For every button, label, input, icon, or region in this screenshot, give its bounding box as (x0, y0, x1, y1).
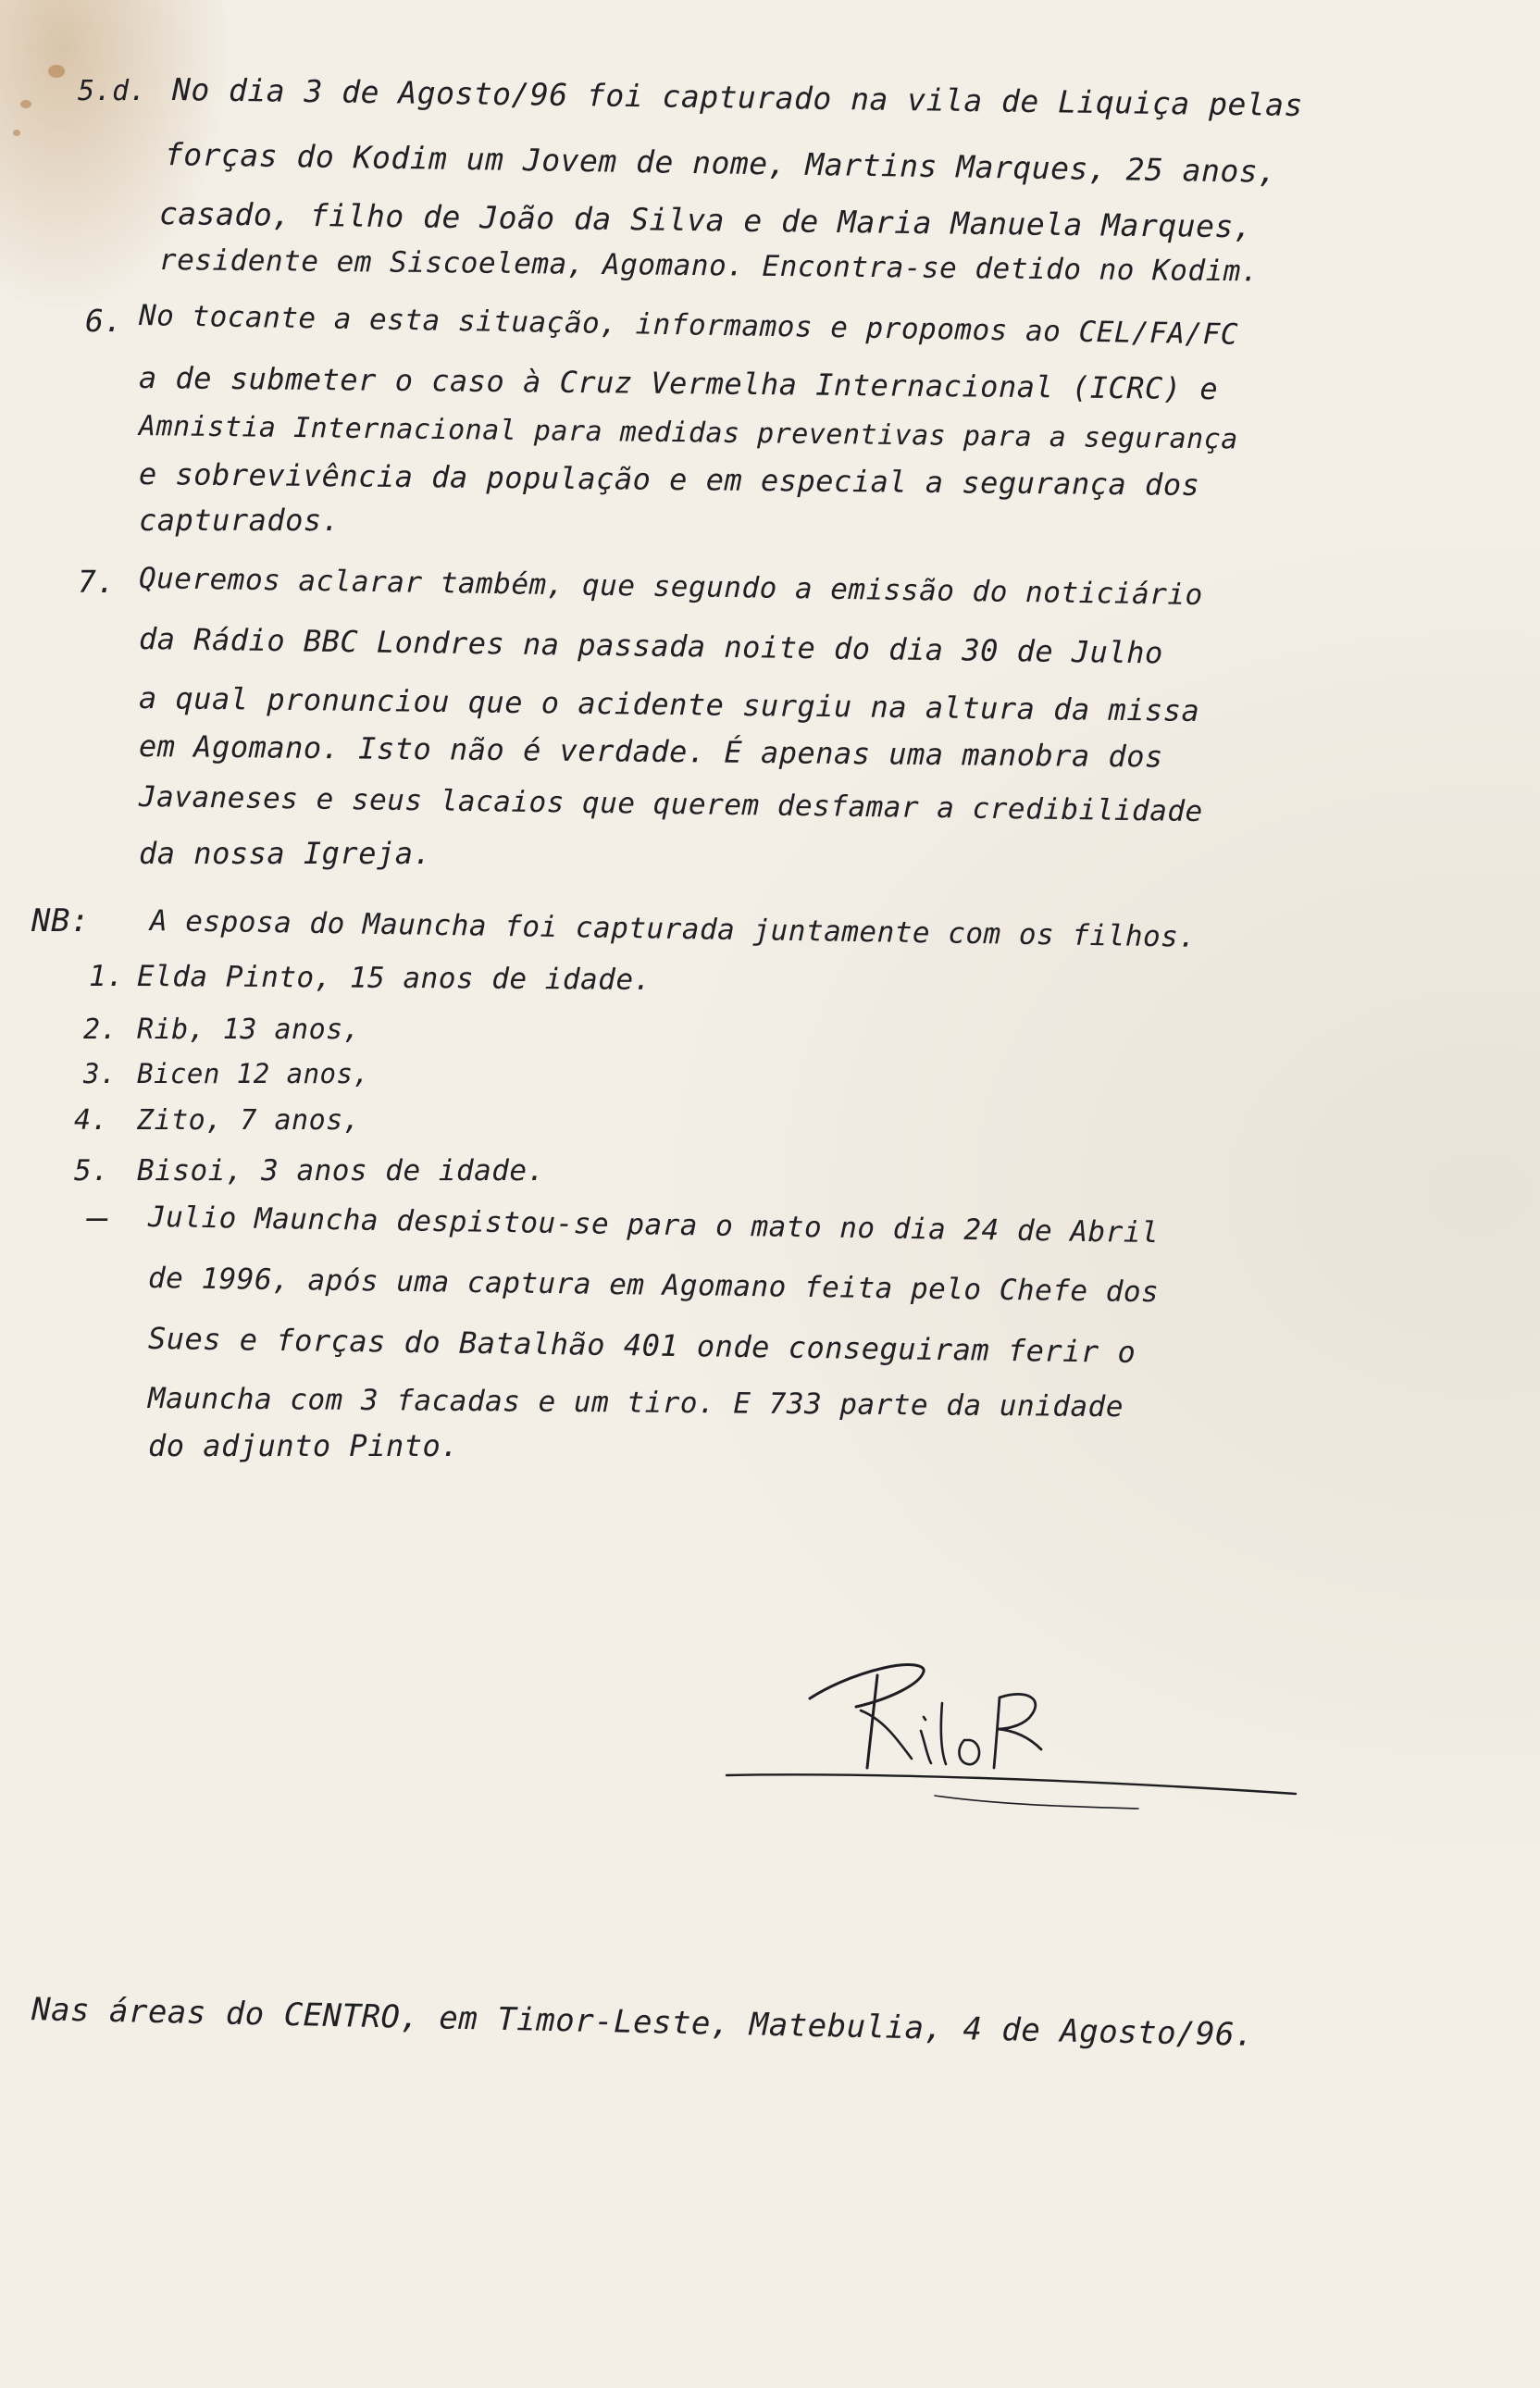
nb-final-line: Julio Mauncha despistou-se para o mato no dia 24 de Abril (147, 1200, 1160, 1250)
nb-final-line: de 1996, após uma captura em Agomano feita pelo Chefe dos (147, 1262, 1160, 1310)
paragraph-6-number: 6. (85, 303, 123, 339)
nb-child-text: Zito, 7 anos, (137, 1104, 361, 1137)
stain-mark (20, 100, 31, 108)
nb-child-text: Rib, 13 anos, (137, 1014, 361, 1046)
paragraph-7-line: da nossa Igreja. (139, 836, 432, 871)
paragraph-7-line: Queremos aclarar também, que segundo a emissão do noticiário (138, 562, 1203, 613)
paragraph-7-line: a qual pronunciou que o acidente surgiu na altura da missa (138, 680, 1200, 729)
signature-drawing (722, 1611, 1370, 1833)
paragraph-7-line: da Rádio BBC Londres na passada noite do dia 30 de Julho (138, 621, 1164, 671)
nb-label: NB: (31, 902, 90, 939)
nb-child-number: 3. (83, 1058, 117, 1089)
nb-final-line: do adjunto Pinto. (148, 1428, 460, 1463)
nb-child-number: 2. (83, 1014, 118, 1046)
nb-final-line: Mauncha com 3 facadas e um tiro. E 733 parte da unidade (147, 1382, 1124, 1424)
nb-child-text: Bicen 12 anos, (137, 1058, 370, 1089)
nb-dash: — (87, 1197, 109, 1238)
paragraph-6-line: a de submeter o caso à Cruz Vermelha Internacional (ICRC) e (138, 360, 1219, 407)
paragraph-6-line: No tocante a esta situação, informamos e propomos ao CEL/FA/FC (138, 299, 1239, 352)
nb-child-number: 1. (89, 960, 125, 993)
nb-final-line: Sues e forças do Batalhão 401 onde conseguiram ferir o (147, 1321, 1136, 1370)
paragraph-7-line: Javaneses e seus lacaios que querem desfamar a credibilidade (138, 780, 1203, 829)
nb-intro: A esposa do Mauncha foi capturada juntamente com os filhos. (149, 904, 1197, 954)
paragraph-6-line: Amnistia Internacional para medidas preventivas para a segurança (138, 410, 1239, 456)
paragraph-7-line: em Agomano. Isto não é verdade. É apenas uma manobra dos (138, 728, 1164, 775)
paragraph-6-line: e sobrevivência da população e em especial a segurança dos (138, 456, 1200, 504)
paragraph-5-line: forças do Kodim um Jovem de nome, Martins Marques, 25 anos, (164, 136, 1277, 190)
nb-child-text: Bisoi, 3 anos de idade. (137, 1154, 545, 1188)
nb-child-number: 5. (74, 1154, 110, 1188)
footer-place-date: Nas áreas do CENTRO, em Timor-Leste, Matebulia, 4 de Agosto/96. (31, 1991, 1255, 2054)
paragraph-5-line: casado, filho de João da Silva e de Maria Manuela Marques, (158, 195, 1253, 245)
nb-child-number: 4. (74, 1104, 109, 1137)
paragraph-5-number: 5.d. (78, 75, 147, 107)
paragraph-7-number: 7. (78, 564, 116, 600)
nb-child-text: Elda Pinto, 15 anos de idade. (136, 960, 652, 997)
stain-mark (13, 130, 20, 136)
stain-mark (48, 65, 65, 78)
paragraph-5-line: No dia 3 de Agosto/96 foi capturado na vila de Liquiça pelas (171, 71, 1304, 124)
signature (722, 1611, 1370, 1833)
paragraph-5-line: residente em Siscoelema, Agomano. Encontra-se detido no Kodim. (158, 243, 1260, 289)
paragraph-6-line: capturados. (139, 503, 341, 538)
